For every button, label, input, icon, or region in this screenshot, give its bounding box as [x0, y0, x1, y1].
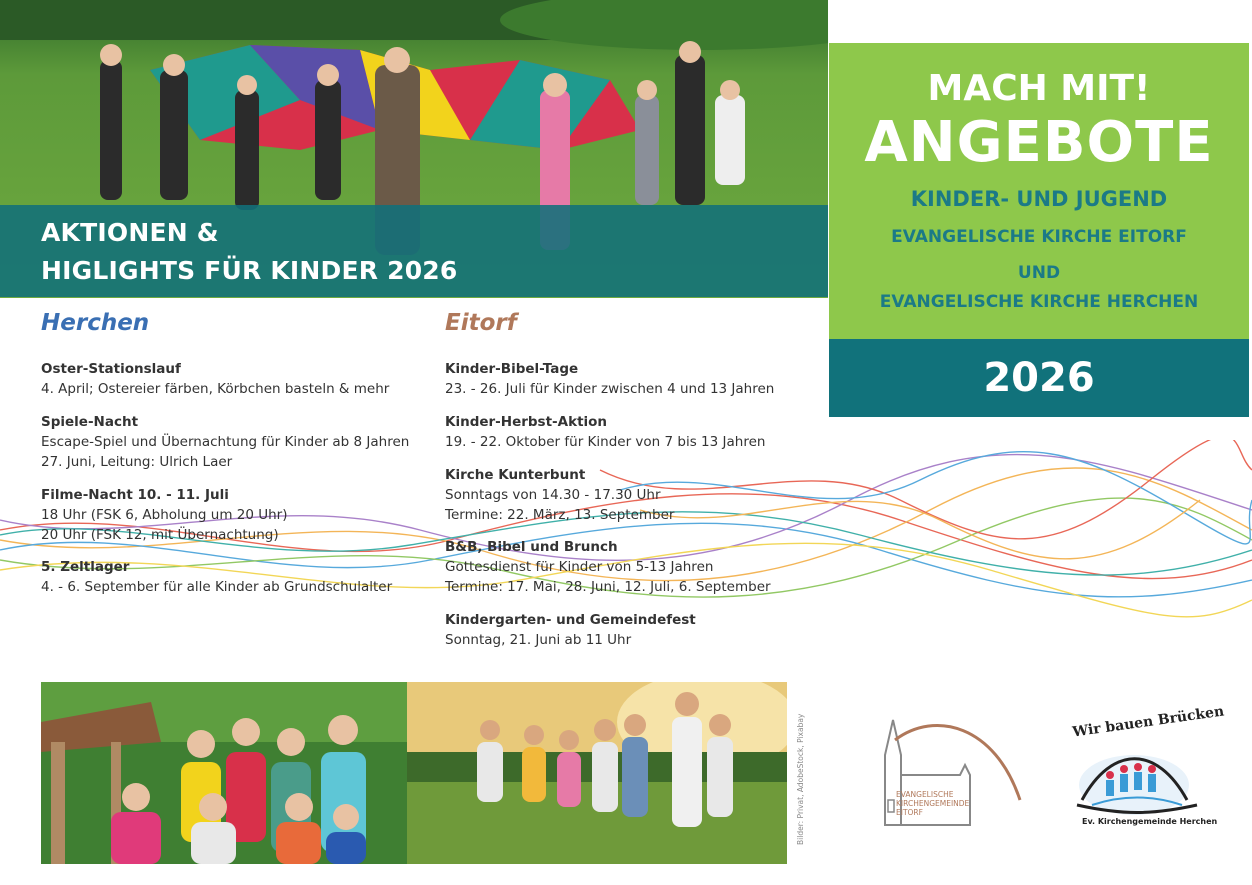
eitorf-event-kirche-kunterbunt — [445, 465, 674, 525]
eitorf-heading: Eitorf — [445, 310, 517, 336]
event-detail: 4. April; Ostereier färben, Körbchen basteln & mehr — [41, 381, 390, 397]
subtitle-und: UND — [1017, 263, 1061, 283]
herchen-event-spiele-nacht — [41, 412, 409, 472]
banner-title-line1: AKTIONEN & — [41, 218, 219, 247]
event-title: B&B, Bibel und Brunch — [445, 539, 618, 555]
event-detail: Sonntag, 21. Juni ab 11 Uhr — [445, 632, 632, 648]
herchen-logo-name: Ev. Kirchengemeinde Herchen — [1082, 817, 1218, 826]
year-label: 2026 — [983, 355, 1095, 401]
event-title: Kinder-Herbst-Aktion — [445, 414, 608, 430]
event-detail: Gottesdienst für Kinder von 5-13 Jahren — [445, 559, 714, 575]
event-title: Spiele-Nacht — [41, 414, 139, 430]
event-detail: Termine: 22. März, 13. September — [445, 507, 675, 523]
event-detail: Sonntags von 14.30 - 17.30 Uhr — [445, 487, 661, 503]
eitorf-event-gemeindefest — [445, 610, 696, 650]
event-title: Kindergarten- und Gemeindefest — [445, 612, 696, 628]
eitorf-logo-line3: EITORF — [896, 808, 923, 817]
eitorf-logo-line2: KIRCHENGEMEINDE — [896, 799, 970, 808]
subtitle-kirche-herchen: EVANGELISCHE KIRCHE HERCHEN — [879, 292, 1199, 312]
herchen-event-zeltlager — [41, 557, 392, 597]
event-title: Oster-Stationslauf — [41, 361, 181, 377]
eitorf-logo-text — [896, 790, 969, 817]
event-detail: 19. - 22. Oktober für Kinder von 7 bis 13 Jahren — [445, 434, 766, 450]
subtitle-kirche-eitorf: EVANGELISCHE KIRCHE EITORF — [891, 227, 1187, 247]
event-title: Kirche Kunterbunt — [445, 467, 586, 483]
event-detail: 18 Uhr (FSK 6, Abholung um 20 Uhr) — [41, 507, 288, 523]
photo-children-running — [407, 682, 787, 864]
eitorf-event-bibel-brunch — [445, 537, 771, 597]
event-detail: 20 Uhr (FSK 12, mit Übernachtung) — [41, 527, 279, 543]
banner-title-line2: HIGLIGHTS FÜR KINDER 2026 — [41, 256, 458, 285]
event-title: Kinder-Bibel-Tage — [445, 361, 579, 377]
herchen-event-oster-stationslauf — [41, 359, 389, 399]
event-detail: 23. - 26. Juli für Kinder zwischen 4 und 13 Jahren — [445, 381, 775, 397]
event-detail: Termine: 17. Mai, 28. Juni, 12. Juli, 6. September — [445, 579, 771, 595]
eitorf-event-herbst-aktion — [445, 412, 765, 452]
herchen-logo-slogan: Wir bauen Brücken — [1071, 703, 1226, 741]
angebote-heading: ANGEBOTE — [864, 110, 1214, 175]
event-detail: 27. Juni, Leitung: Ulrich Laer — [41, 454, 233, 470]
image-credit: Bilder: Privat, AdobeStock, Pixabay — [796, 713, 805, 845]
herchen-event-filme-nacht — [41, 485, 288, 545]
subtitle-kinder-jugend: KINDER- UND JUGEND — [910, 187, 1168, 211]
herchen-heading: Herchen — [41, 310, 150, 336]
event-detail: 4. - 6. September für alle Kinder ab Grundschulalter — [41, 579, 393, 595]
event-detail: Escape-Spiel und Übernachtung für Kinder ab 8 Jahren — [41, 434, 410, 450]
event-title: 5. Zeltlager — [41, 559, 130, 575]
mach-mit-heading: MACH MIT! — [927, 68, 1151, 109]
eitorf-logo-line1: EVANGELISCHE — [896, 790, 954, 799]
event-title: Filme-Nacht 10. - 11. Juli — [41, 487, 229, 503]
eitorf-event-kinder-bibel-tage — [445, 359, 774, 399]
banner-title — [41, 214, 457, 290]
photo-children-playground — [41, 682, 407, 864]
